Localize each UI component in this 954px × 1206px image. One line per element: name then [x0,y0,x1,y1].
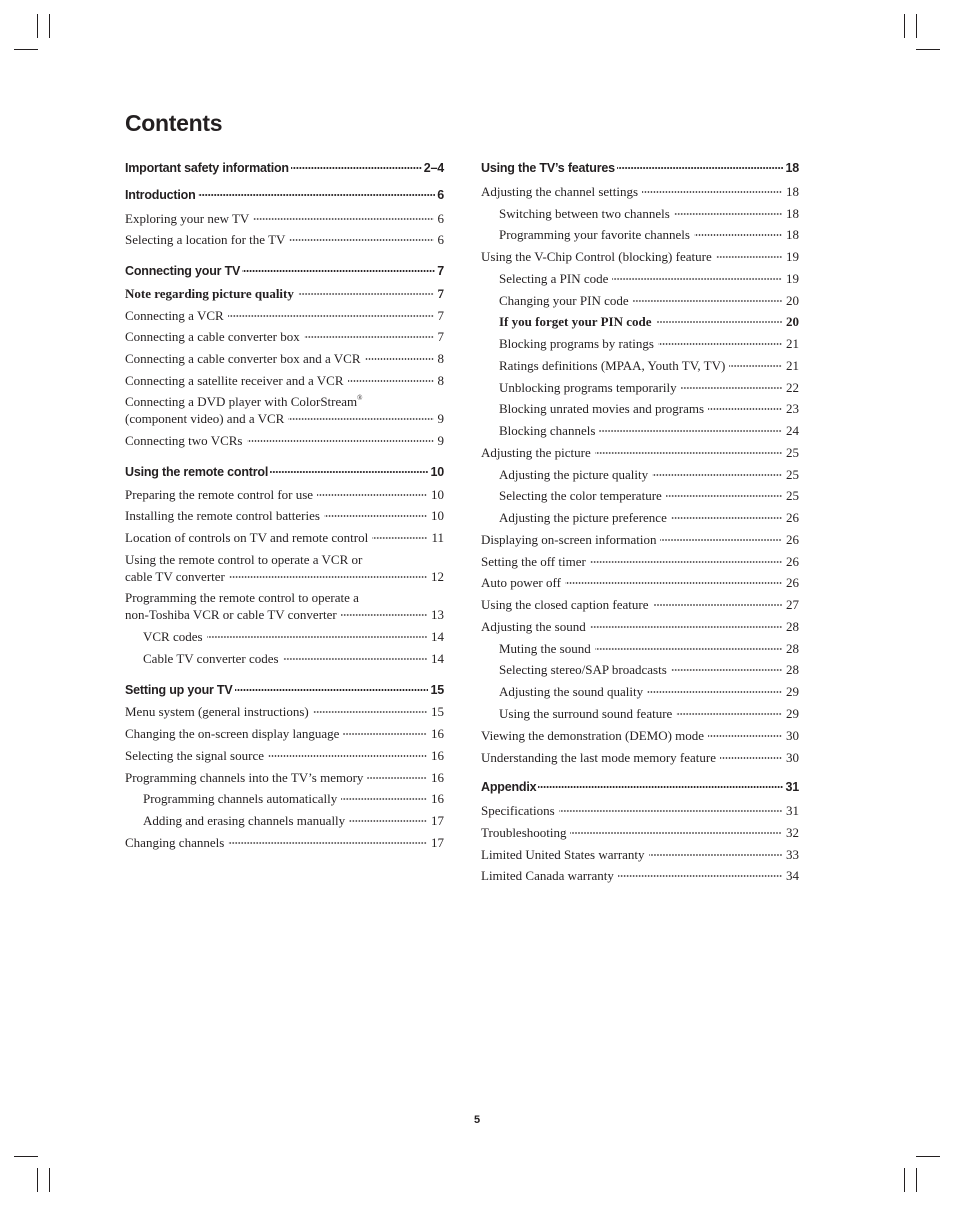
toc-entry[interactable] [481,487,799,504]
page-title: Contents [125,110,223,136]
toc-page-number: 10 [431,487,444,502]
dot-leader [708,408,782,410]
toc-page-number: 30 [786,728,799,743]
dot-leader [612,278,782,280]
toc-section-heading[interactable] [125,464,444,481]
toc-section-heading[interactable] [125,263,444,280]
toc-entry-label: Adjusting the channel settings [481,184,639,199]
toc-entry-label: Changing the on-screen display language [125,726,340,741]
toc-page-number: 15 [431,704,444,719]
toc-entry[interactable] [125,529,444,546]
toc-page-number: 8 [437,351,444,366]
toc-entry[interactable] [481,727,799,744]
dot-leader [618,875,782,877]
toc-page-number: 22 [786,380,799,395]
crop-mark [916,49,940,50]
dot-leader [676,713,782,715]
dot-leader [291,167,422,169]
toc-page-number: 17 [431,835,444,850]
toc-page-number: 16 [431,791,444,806]
dot-leader [341,798,427,800]
toc-entry-label: Ratings definitions (MPAA, Youth TV, TV) [499,358,726,373]
toc-page-number: 18 [786,184,799,199]
crop-mark [916,1168,917,1192]
toc-entry-label: Selecting a location for the TV [125,232,286,247]
dot-leader [599,430,782,432]
toc-entry-label: Appendix [481,780,537,794]
dot-leader [247,440,434,442]
dot-leader [716,256,782,258]
toc-entry[interactable] [481,335,799,352]
toc-entry-label: Adjusting the sound [481,619,586,634]
toc-page-number: 33 [786,847,799,862]
toc-entry-label: Adjusting the sound quality [499,684,644,699]
toc-page-number: 7 [437,308,444,323]
toc-entry[interactable] [125,432,444,449]
toc-page-number: 28 [786,619,799,634]
toc-entry[interactable] [125,834,444,851]
crop-mark [916,1156,940,1157]
dot-leader [633,300,782,302]
toc-page-number: 31 [786,803,799,818]
toc-entry-label: Adjusting the picture preference [499,510,667,525]
toc-entry[interactable] [125,725,444,742]
dot-leader [642,191,782,193]
toc-entry-label: Changing channels [125,835,225,850]
toc-entry[interactable] [481,183,799,200]
dot-leader [365,358,434,360]
toc-entry-label-line1 [125,393,362,410]
toc-page-number: 20 [786,293,799,308]
toc-entry[interactable] [125,790,444,807]
toc-entry-label: Blocking channels [499,423,596,438]
toc-page-number: 14 [431,651,444,666]
dot-leader [270,471,428,473]
toc-entry-label: Menu system (general instructions) [125,704,309,719]
toc-entry-label: Blocking unrated movies and programs [499,401,705,416]
toc-entry[interactable] [125,285,444,302]
dot-leader [298,293,434,295]
toc-page-number: 10 [430,465,444,479]
toc-entry-label: Specifications [481,803,555,818]
toc-entry[interactable] [481,574,799,591]
dot-leader [666,495,782,497]
toc-entry[interactable] [481,802,799,819]
toc-page-number: 16 [431,770,444,785]
toc-entry[interactable] [481,248,799,265]
toc-entry[interactable] [481,313,799,330]
toc-page-number: 10 [431,508,444,523]
toc-section-heading[interactable] [481,779,799,796]
dot-leader [235,689,429,691]
toc-page-number: 30 [786,750,799,765]
toc-entry[interactable] [481,683,799,700]
toc-entry[interactable] [125,769,444,786]
toc-page-number: 26 [786,532,799,547]
toc-page-number: 23 [786,401,799,416]
dot-leader [367,777,427,779]
toc-entry-label: Location of controls on TV and remote control [125,530,369,545]
toc-entry[interactable] [125,350,444,367]
toc-entry-label-line1-text: Using the remote control to operate a VCR or [125,552,363,567]
toc-entry-label: Displaying on-screen information [481,532,657,547]
dot-leader [570,832,782,834]
toc-entry[interactable] [481,531,799,548]
toc-entry-label: Programming channels into the TV’s memory [125,770,364,785]
toc-entry[interactable] [481,705,799,722]
toc-entry[interactable] [481,379,799,396]
toc-entry-label: VCR codes [143,629,203,644]
crop-mark [49,1168,50,1192]
dot-leader [595,648,782,650]
dot-leader [288,418,433,420]
dot-leader [694,234,782,236]
toc-page-number: 9 [437,411,444,426]
toc-section-heading[interactable] [125,187,444,204]
toc-entry[interactable] [481,205,799,222]
toc-page-number: 18 [786,227,799,242]
toc-entry-label: Selecting a PIN code [499,271,609,286]
toc-page-number: 28 [786,641,799,656]
toc-entry-label: Switching between two channels [499,206,670,221]
toc-entry[interactable] [125,328,444,345]
toc-entry-label: Changing your PIN code [499,293,629,308]
toc-entry[interactable] [125,394,444,427]
toc-entry[interactable] [481,226,799,243]
toc-page-number: 27 [786,597,799,612]
dot-leader [681,387,782,389]
toc-page-number: 6 [437,211,444,226]
toc-entry-label-line1 [125,551,362,568]
toc-entry-label: Selecting the signal source [125,748,264,763]
dot-leader [595,452,782,454]
toc-entry-label: Programming channels automatically [143,791,338,806]
toc-entry[interactable] [125,210,444,227]
toc-entry[interactable] [481,509,799,526]
toc-entry-label: Using the TV’s features [481,161,615,175]
toc-entry-label: Adding and erasing channels manually [143,813,346,828]
toc-entry-label: Connecting a VCR [125,308,224,323]
dot-leader [656,321,783,323]
dot-leader [349,820,427,822]
page-number: 5 [473,1114,481,1126]
dot-leader [590,561,782,563]
dot-leader [652,474,782,476]
dot-leader [343,733,427,735]
toc-entry-label: Setting the off timer [481,554,586,569]
toc-entry-label: Limited Canada warranty [481,868,614,883]
toc-entry-label: (component video) and a VCR [125,411,285,426]
toc-entry[interactable] [481,357,799,374]
toc-page-number: 18 [786,206,799,221]
dot-leader [207,636,427,638]
toc-entry-label: Cable TV converter codes [143,651,279,666]
toc-page-number: 9 [437,433,444,448]
crop-mark [14,1156,38,1157]
toc-entry-label: Setting up your TV [125,683,233,697]
dot-leader [283,658,427,660]
toc-page-number: 34 [786,868,799,883]
dot-leader [313,711,427,713]
toc-page-number: 28 [786,662,799,677]
dot-leader [324,515,427,517]
toc-entry[interactable] [125,486,444,503]
toc-page-number: 15 [430,683,444,697]
toc-entry-label: Note regarding picture quality [125,286,294,301]
toc-entry-label: Understanding the last mode memory feature [481,750,717,765]
crop-mark [14,49,38,50]
toc-page-number: 14 [431,629,444,644]
dot-leader [242,270,435,272]
dot-leader [304,336,434,338]
toc-entry[interactable] [481,270,799,287]
dot-leader [674,213,782,215]
toc-entry-label: Exploring your new TV [125,211,250,226]
toc-section-heading[interactable] [125,682,444,699]
toc-entry-label: Selecting stereo/SAP broadcasts [499,662,667,677]
toc-entry[interactable] [481,749,799,766]
toc-entry-label-line1-text: Programming the remote control to operate a [125,590,359,605]
toc-page-number: 19 [786,271,799,286]
toc-entry[interactable] [481,553,799,570]
dot-leader [229,576,427,578]
toc-entry[interactable] [125,552,444,585]
toc-entry[interactable] [481,422,799,439]
dot-leader [660,539,782,541]
toc-entry-label: Blocking programs by ratings [499,336,654,351]
toc-entry[interactable] [481,596,799,613]
registered-mark: ® [357,394,363,402]
toc-entry-label: Connecting your TV [125,264,241,278]
toc-entry[interactable] [125,628,444,645]
toc-page-number: 8 [437,373,444,388]
toc-page-number: 25 [786,467,799,482]
toc-entry[interactable] [481,640,799,657]
dot-leader [565,582,782,584]
toc-entry[interactable] [481,466,799,483]
toc-entry[interactable] [481,444,799,461]
toc-page-number: 24 [786,423,799,438]
dot-leader [559,810,782,812]
toc-section-heading[interactable] [125,160,444,177]
toc-page-number: 12 [431,569,444,584]
dot-leader [268,755,427,757]
toc-entry-label: Connecting a cable converter box [125,329,300,344]
toc-entry-label: Connecting a satellite receiver and a VCR [125,373,344,388]
toc-entry-label: Installing the remote control batteries [125,508,320,523]
crop-mark [904,14,905,38]
dot-leader [372,537,427,539]
toc-page-number: 17 [431,813,444,828]
dot-leader [590,626,782,628]
toc-entry-label: Using the remote control [125,465,269,479]
dot-leader [289,239,433,241]
dot-leader [198,194,436,196]
toc-page-number: 21 [786,358,799,373]
toc-entry-label: Important safety information [125,161,289,175]
toc-entry[interactable] [481,292,799,309]
crop-mark [37,1168,38,1192]
toc-page-number: 29 [786,706,799,721]
toc-page-number: 20 [786,314,799,329]
toc-entry-label: non-Toshiba VCR or cable TV converter [125,607,337,622]
toc-entry-label: Viewing the demonstration (DEMO) mode [481,728,705,743]
toc-entry[interactable] [125,650,444,667]
toc-page-number: 16 [431,748,444,763]
toc-entry[interactable] [125,590,444,623]
toc-page-number: 2–4 [423,161,444,175]
toc-entry[interactable] [481,846,799,863]
toc-entry-label: Unblocking programs temporarily [499,380,677,395]
dot-leader [341,614,427,616]
toc-entry-label: cable TV converter [125,569,225,584]
toc-entry-label: Adjusting the picture [481,445,591,460]
dot-leader [317,494,427,496]
toc-page-number: 16 [431,726,444,741]
dot-leader [729,365,782,367]
toc-entry[interactable] [481,400,799,417]
dot-leader [228,315,434,317]
toc-entry[interactable] [481,618,799,635]
toc-entry-label: Using the closed caption feature [481,597,649,612]
toc-page-number: 13 [431,607,444,622]
toc-entry-label: Adjusting the picture quality [499,467,649,482]
dot-leader [671,517,782,519]
dot-leader [720,757,782,759]
toc-entry-label: Programming your favorite channels [499,227,690,242]
toc-entry-label: Muting the sound [499,641,591,656]
toc-page-number: 6 [437,188,444,202]
toc-entry[interactable] [125,507,444,524]
toc-entry[interactable] [125,703,444,720]
crop-mark [49,14,50,38]
crop-mark [904,1168,905,1192]
toc-page-number: 26 [786,510,799,525]
toc-entry[interactable] [125,307,444,324]
toc-entry-label: Using the surround sound feature [499,706,673,721]
toc-page-number: 7 [437,264,444,278]
crop-mark [37,14,38,38]
dot-leader [708,735,782,737]
toc-page-number: 25 [786,445,799,460]
crop-mark [916,14,917,38]
dot-leader [253,218,433,220]
dot-leader [671,669,782,671]
dot-leader [653,604,783,606]
toc-page-number: 7 [437,329,444,344]
toc-entry-label: Connecting two VCRs [125,433,243,448]
toc-page-number: 11 [431,530,444,545]
toc-entry[interactable] [125,812,444,829]
toc-page-number: 26 [786,554,799,569]
toc-page-number: 32 [786,825,799,840]
toc-page-number: 29 [786,684,799,699]
toc-entry[interactable] [125,747,444,764]
toc-page-number: 26 [786,575,799,590]
dot-leader [649,854,782,856]
toc-page-number: 31 [785,780,799,794]
toc-entry-label: Using the V-Chip Control (blocking) feature [481,249,712,264]
dot-leader [647,691,782,693]
toc-entry-label-line1-text: Connecting a DVD player with ColorStream [125,394,358,409]
toc-page-number: 18 [785,161,799,175]
toc-entry-label: Troubleshooting [481,825,567,840]
toc-entry[interactable] [125,372,444,389]
toc-entry[interactable] [481,867,799,884]
dot-leader [228,842,427,844]
toc-entry-label-line1 [125,589,359,606]
toc-entry-label: If you forget your PIN code [499,314,652,329]
toc-entry-label: Connecting a cable converter box and a VCR [125,351,361,366]
toc-entry[interactable] [125,231,444,248]
toc-section-heading[interactable] [481,160,799,177]
toc-page-number: 25 [786,488,799,503]
dot-leader [617,167,784,169]
dot-leader [538,786,783,788]
toc-page-number: 21 [786,336,799,351]
toc-entry-label: Auto power off [481,575,561,590]
toc-entry-label: Introduction [125,188,196,202]
toc-entry[interactable] [481,661,799,678]
dot-leader [348,380,434,382]
toc-page-number: 7 [437,286,444,301]
toc-entry[interactable] [481,824,799,841]
toc-page-number: 6 [437,232,444,247]
toc-page-number: 19 [786,249,799,264]
toc-entry-label: Preparing the remote control for use [125,487,314,502]
toc-entry-label: Selecting the color temperature [499,488,662,503]
dot-leader [658,343,782,345]
toc-entry-label: Limited United States warranty [481,847,645,862]
